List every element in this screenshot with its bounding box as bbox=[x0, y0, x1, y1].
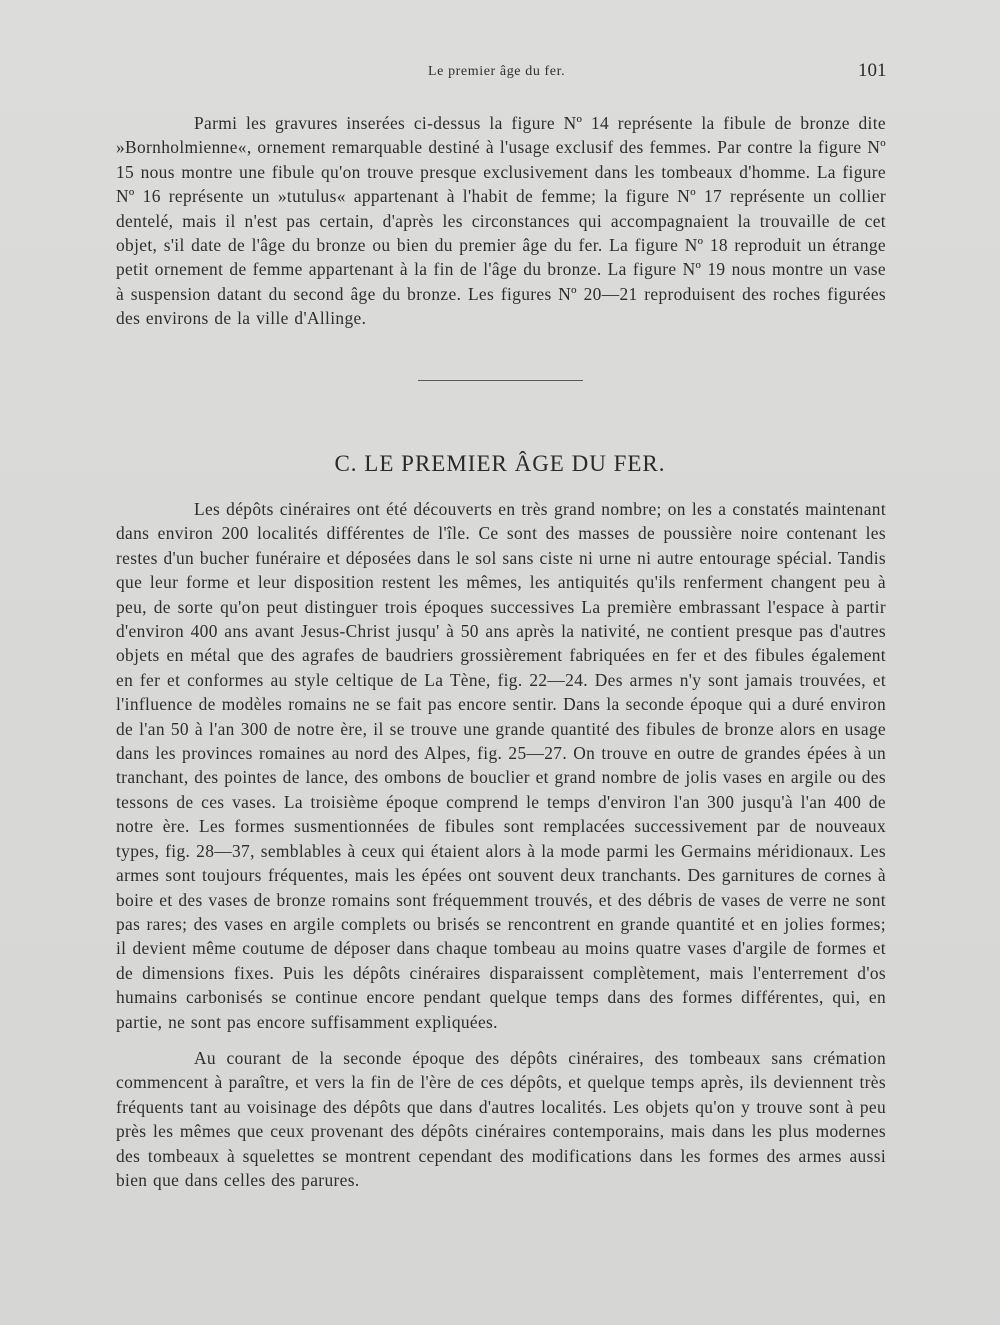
paragraph-cremation-deposits bbox=[116, 497, 886, 1034]
section-heading: C. LE PREMIER ÂGE DU FER. bbox=[334, 451, 666, 476]
paragraph-inhumation-graves bbox=[116, 1046, 886, 1192]
paragraph-text: Au courant de la seconde époque des dépôts cinéraires, des tombeaux sans crémation commencent à paraître, et vers la fin de l'ère de ces dépôts, et quelque temps après, ils deviennent très fréquents tant au voisinage des dépôts que dans d'autres localités. Les objets qu'on y trouve sont à peu près les mêmes que ceux provenant des dépôts cinéraires contemporains, mais dans les plus modernes des tombeaux à squelettes se montrent cependant des modifications dans les formes des armes aussi bien que dans celles des parures. bbox=[116, 1048, 886, 1191]
paragraph-text: Les dépôts cinéraires ont été découverts en très grand nombre; on les a constatés maintenant dans environ 200 localités différentes de l'île. Ce sont des masses de poussière noire contenant les restes d'un bucher funéraire et déposées dans le sol sans ciste ni urne ni autre entourage spécial. Tandis que leur forme et leur disposition restent les mêmes, les antiquités qu'ils renferment changent peu à peu, de sorte qu'on peut distinguer trois époques successives La première embrassant l'espace à partir d'environ 400 ans avant Jesus-Christ jusqu' à 50 ans après la nativité, ne contient presque pas d'autres objets en métal que des agrafes de baudriers grossièrement fabriquées en fer et des fibules également en fer et conformes au style celtique de La Tène, fig. 22—24. Des armes n'y sont jamais trouvées, et l'influence de modèles romains ne se fait pas encore sentir. Dans la seconde époque qui a duré environ de l'an 50 à l'an 300 de notre ère, il se trouve une grande quantité des fibules de bronze alors en usage dans les provinces romaines au nord des Alpes, fig. 25—27. On trouve en outre de grandes épées à un tranchant, des pointes de lance, des ombons de bouclier et grand nombre de jolis vases en argile ou des tessons de ces vases. La troisième époque comprend le temps d'environ l'an 300 jusqu'à l'an 400 de notre ère. Les formes susmentionnées de fibules sont remplacées successivement par de nouveaux types, fig. 28—37, semblables à ceux qui étaient alors à la mode parmi les Germains méridionaux. Les armes sont toujours fréquentes, mais les épées ont souvent deux tranchants. Des garnitures de cornes à boire et des vases de bronze romains sont fréquemment trouvés, et des débris de vases de verre ne sont pas rares; des vases en argile complets ou brisés se rencontrent en grande quantité et en jolies formes; il devient même coutume de déposer dans chaque tombeau au moins quatre vases d'argile de formes et de dimensions fixes. Puis les dépôts cinéraires disparaissent complètement, mais l'enterrement d'os humains carbonisés se continue encore pendant quelque temps dans des formes différentes, qui, en partie, ne sont pas encore suffisamment expliquées. bbox=[116, 499, 886, 1032]
paragraph-figures bbox=[116, 111, 886, 331]
running-title: Le premier âge du fer. bbox=[428, 64, 566, 79]
section-divider bbox=[418, 380, 583, 381]
page-number: 101 bbox=[858, 60, 887, 81]
paragraph-text: Parmi les gravures inserées ci-dessus la figure Nº 14 représente la fibule de bronze dite »Bornholmienne«, ornement remarquable destiné à l'usage exclusif des femmes. Par contre la figure Nº 15 nous montre une fibule qu'on trouve presque exclusivement dans les tombeaux d'homme. La figure Nº 16 représente un »tutulus« appartenant à l'habit de femme; la figure Nº 17 représente un collier dentelé, mais il n'est pas certain, d'après les circonstances qui accompagnaient la trouvaille de cet objet, s'il date de l'âge du bronze ou bien du premier âge du fer. La figure Nº 18 reproduit un étrange petit ornement de femme appartenant à la fin de l'âge du bronze. La figure Nº 19 nous montre un vase à suspension datant du second âge du bronze. Les figures Nº 20—21 reproduisent des roches figurées des environs de la ville d'Allinge. bbox=[116, 113, 886, 329]
